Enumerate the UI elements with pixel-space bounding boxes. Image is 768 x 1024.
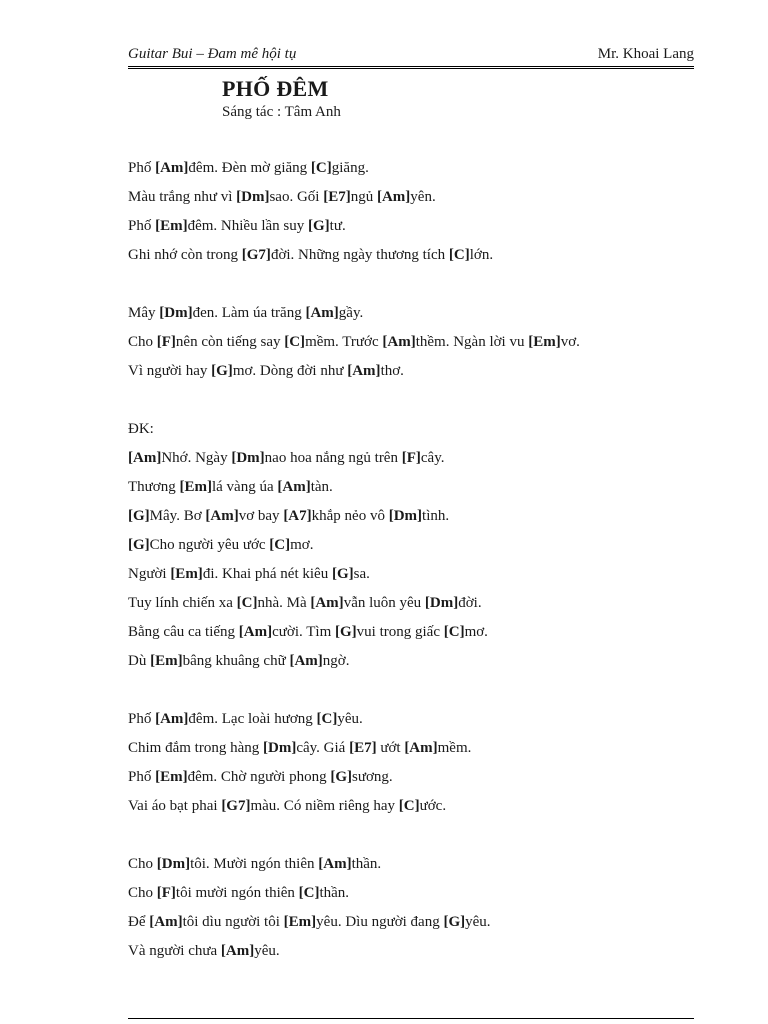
lyric-text: nao hoa nắng ngủ trên xyxy=(264,450,402,466)
lyric-text: nhà. Mà xyxy=(257,595,311,611)
lyric-text: Màu trắng như vì xyxy=(128,189,237,205)
lyric-text: Cho xyxy=(128,334,157,350)
chord-marker: [G7] xyxy=(241,247,271,263)
lyric-text: cây. xyxy=(420,450,445,466)
chord-marker: [C] xyxy=(448,247,470,263)
lyric-text: Cho xyxy=(128,885,157,901)
chord-marker: [Dm] xyxy=(159,305,193,321)
chord-marker: [Am] xyxy=(347,363,381,379)
lyric-text: cười. Tìm xyxy=(272,624,335,640)
lyric-text: yêu. xyxy=(337,711,363,727)
lyric-line xyxy=(128,450,444,467)
lyric-text: màu. Có niềm riêng hay xyxy=(250,798,399,814)
lyric-line xyxy=(128,653,349,670)
lyric-text: Cho xyxy=(128,856,157,872)
lyric-text: lá vàng úa xyxy=(211,479,278,495)
lyric-line xyxy=(128,595,482,612)
lyric-line xyxy=(128,479,333,496)
lyric-text: vui trong giấc xyxy=(356,624,444,640)
chord-marker: [C] xyxy=(298,885,320,901)
chord-marker: [Dm] xyxy=(236,189,270,205)
chord-marker: [C] xyxy=(284,334,306,350)
composer-credit: Sáng tác : Tâm Anh xyxy=(222,104,341,120)
lyric-text: Phố xyxy=(128,218,156,234)
lyric-text: thần. xyxy=(351,856,382,872)
chord-marker: [Am] xyxy=(305,305,339,321)
lyric-line xyxy=(128,624,488,641)
lyric-text: Mây. Bơ xyxy=(149,508,206,524)
page-header xyxy=(128,46,694,63)
lyric-line xyxy=(128,160,369,177)
chord-marker: [Am] xyxy=(149,914,183,930)
lyric-text: thần. xyxy=(319,885,350,901)
lyric-text: Và người chưa xyxy=(128,943,221,959)
lyric-text: đêm. Lạc loài hương xyxy=(188,711,317,727)
lyric-text: vẫn luôn yêu xyxy=(343,595,425,611)
lyric-line xyxy=(128,914,491,931)
lyric-text: ước. xyxy=(419,798,447,814)
chord-marker: [Am] xyxy=(310,595,344,611)
chord-marker: [Am] xyxy=(155,711,189,727)
chord-marker: [C] xyxy=(310,160,332,176)
lyric-text: mơ. Dòng đời như xyxy=(232,363,348,379)
lyric-text: Để xyxy=(128,914,150,930)
chord-marker: [G] xyxy=(211,363,233,379)
lyric-text: gầy. xyxy=(338,305,364,321)
lyric-text: đen. Làm úa trăng xyxy=(192,305,306,321)
chord-marker: [Dm] xyxy=(231,450,265,466)
lyric-line xyxy=(128,247,493,264)
lyric-line xyxy=(128,421,154,438)
chord-marker: [F] xyxy=(156,885,176,901)
lyric-text: tôi. Mười ngón thiên xyxy=(190,856,319,872)
lyric-text: Vì người hay xyxy=(128,363,212,379)
lyric-text: vơ bay xyxy=(238,508,284,524)
lyric-text: mơ. xyxy=(290,537,314,553)
lyric-line xyxy=(128,711,363,728)
lyric-text: Phố xyxy=(128,711,156,727)
chord-marker: [C] xyxy=(443,624,465,640)
lyric-line xyxy=(128,218,346,235)
lyric-text: mơ. xyxy=(464,624,488,640)
lyric-line xyxy=(128,537,313,554)
chord-marker: [C] xyxy=(236,595,258,611)
lyric-line xyxy=(128,305,363,322)
lyric-text: tàn. xyxy=(310,479,333,495)
chord-marker: [Am] xyxy=(220,943,255,959)
lyric-line xyxy=(128,740,471,757)
lyric-text: Dù xyxy=(128,653,151,669)
lyric-text: Bằng câu ca tiếng xyxy=(128,624,239,640)
chord-marker: [Am] xyxy=(205,508,239,524)
lyric-line xyxy=(128,566,370,583)
lyric-text: sao. Gối xyxy=(269,189,324,205)
chord-marker: [G] xyxy=(443,914,466,930)
chord-marker: [Dm] xyxy=(156,856,191,872)
lyric-text: đời. xyxy=(458,595,482,611)
lyric-text: tình. xyxy=(422,508,450,524)
chord-marker: [G] xyxy=(128,537,150,553)
lyric-text: đi. Khai phá nét kiêu xyxy=(202,566,332,582)
chord-marker: [G] xyxy=(335,624,357,640)
lyric-line xyxy=(128,798,446,815)
chord-marker: [Am] xyxy=(277,479,311,495)
lyric-line xyxy=(128,856,381,873)
song-title: PHỐ ĐÊM xyxy=(222,76,329,101)
lyric-text: mềm. xyxy=(437,740,472,756)
header-right-text: Mr. Khoai Lang xyxy=(597,46,694,62)
lyric-text: thềm. Ngàn lời vu xyxy=(415,334,529,350)
lyric-text: Ghi nhớ còn trong xyxy=(128,247,242,263)
chord-marker: [Am] xyxy=(238,624,273,640)
lyric-text: Cho người yêu ước xyxy=(149,537,270,553)
chord-marker: [G] xyxy=(330,769,353,785)
lyric-text: Phố xyxy=(128,160,156,176)
chord-marker: [G7] xyxy=(221,798,251,814)
chord-marker: [Dm] xyxy=(263,740,297,756)
lyric-text: giăng. xyxy=(331,160,369,176)
chord-marker: [C] xyxy=(316,711,338,727)
lyric-text: Phố xyxy=(128,769,156,785)
chord-marker: [Dm] xyxy=(424,595,459,611)
chord-marker: [Am] xyxy=(128,450,162,466)
lyric-text: khắp nẻo vô xyxy=(311,508,389,524)
lyric-line xyxy=(128,363,404,380)
chord-marker: [C] xyxy=(269,537,291,553)
chord-marker: [E7] xyxy=(323,189,351,205)
lyric-line xyxy=(128,885,349,902)
chord-marker: [Em] xyxy=(283,914,317,930)
lyric-text: thơ. xyxy=(380,363,404,379)
header-rule xyxy=(128,66,694,69)
lyric-text: ngủ xyxy=(350,189,377,205)
chord-marker: [Am] xyxy=(318,856,352,872)
lyric-text: bâng khuâng chữ xyxy=(182,653,290,669)
lyric-text: yêu. Dìu người đang xyxy=(316,914,444,930)
chord-marker: [A7] xyxy=(283,508,312,524)
lyric-text: Người xyxy=(128,566,171,582)
lyric-text: yêu. xyxy=(254,943,280,959)
chord-marker: [Em] xyxy=(155,769,188,785)
lyric-text: mềm. Trước xyxy=(305,334,383,350)
lyric-text: yêu. xyxy=(465,914,491,930)
lyric-text: Vai áo bạt phai xyxy=(128,798,222,814)
lyric-line xyxy=(128,508,449,525)
lyric-text: đời. Những ngày thương tích xyxy=(270,247,449,263)
lyric-text: tôi mười ngón thiên xyxy=(175,885,299,901)
chord-marker: [F] xyxy=(156,334,176,350)
lyric-text: Chim đắm trong hàng xyxy=(128,740,263,756)
chord-marker: [Em] xyxy=(155,218,188,234)
chord-marker: [Em] xyxy=(150,653,183,669)
lyric-line xyxy=(128,943,280,960)
footer-rule xyxy=(128,1018,694,1019)
chord-marker: [G] xyxy=(331,566,354,582)
lyric-text: đêm. Nhiều lần suy xyxy=(187,218,308,234)
lyric-text: yên. xyxy=(410,189,436,205)
chord-marker: [Am] xyxy=(404,740,438,756)
lyric-text: ĐK: xyxy=(128,421,154,437)
lyric-text: sa. xyxy=(353,566,370,582)
lyric-text: Mây xyxy=(128,305,160,321)
header-left-text: Guitar Bui – Đam mê hội tụ xyxy=(128,46,297,62)
chord-marker: [Em] xyxy=(179,479,212,495)
lyric-text: Nhớ. Ngày xyxy=(161,450,232,466)
lyric-text: ngờ. xyxy=(322,653,350,669)
chord-marker: [Am] xyxy=(155,160,189,176)
lyric-text: đêm. Chờ người phong xyxy=(187,769,331,785)
chord-marker: [Em] xyxy=(170,566,203,582)
lyric-line xyxy=(128,769,393,786)
chord-marker: [F] xyxy=(401,450,421,466)
chord-marker: [Dm] xyxy=(388,508,423,524)
lyric-line xyxy=(128,334,580,351)
chord-marker: [Am] xyxy=(289,653,323,669)
chord-marker: [Am] xyxy=(376,189,411,205)
chord-marker: [E7] xyxy=(349,740,377,756)
lyric-text: tư. xyxy=(329,218,346,234)
chord-marker: [Em] xyxy=(528,334,561,350)
lyric-text: sương. xyxy=(352,769,393,785)
chord-marker: [Am] xyxy=(382,334,416,350)
lyric-text: Tuy lính chiến xa xyxy=(128,595,237,611)
lyric-text: tôi dìu người tôi xyxy=(182,914,284,930)
chord-marker: [G] xyxy=(128,508,150,524)
lyric-text: đêm. Đèn mờ giăng xyxy=(188,160,311,176)
lyric-text: cây. Giá xyxy=(296,740,350,756)
lyric-line xyxy=(128,189,436,206)
lyric-text: nên còn tiếng say xyxy=(175,334,285,350)
lyric-text: ướt xyxy=(376,740,405,756)
lyric-text: lớn. xyxy=(469,247,494,263)
chord-marker: [G] xyxy=(308,218,330,234)
chord-marker: [C] xyxy=(398,798,420,814)
lyric-text: vơ. xyxy=(560,334,580,350)
lyric-text: Thương xyxy=(128,479,180,495)
